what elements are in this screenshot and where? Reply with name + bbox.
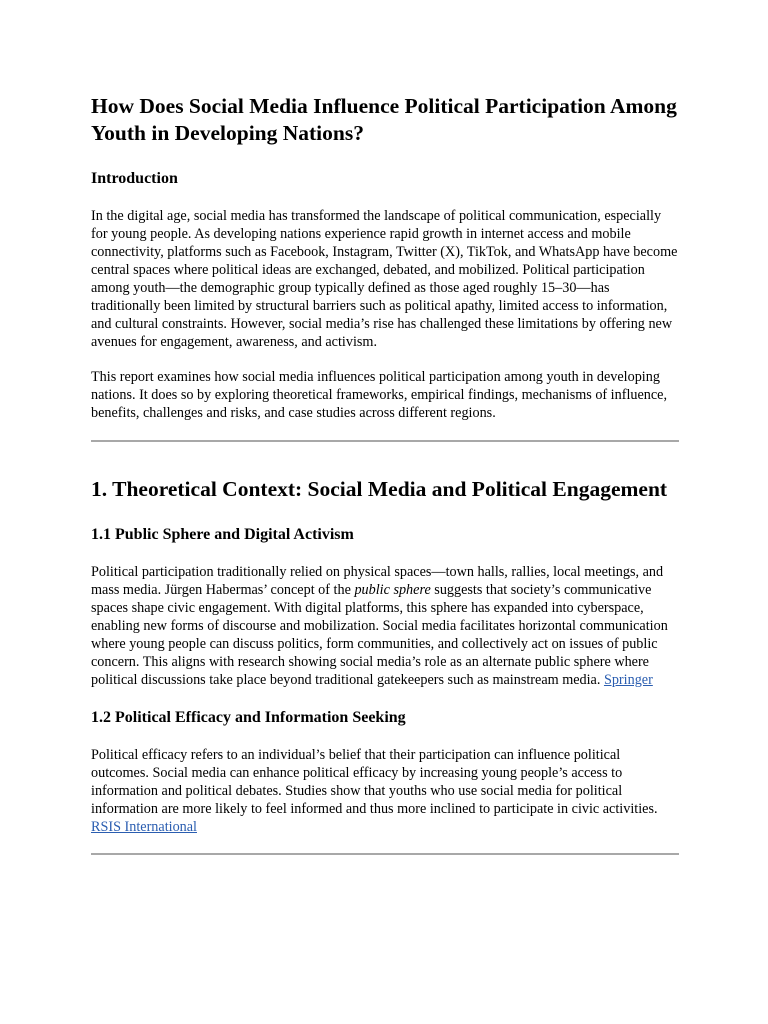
section-divider	[91, 440, 679, 442]
subsection-1-2-heading: 1.2 Political Efficacy and Information Seeking	[91, 709, 406, 726]
intro-paragraph-1: In the digital age, social media has transformed the landscape of political communication, especially for young people. As developing nations experience rapid growth in internet access and mobile connectivity, platforms such as Facebook, Instagram, Twitter (X), TikTok, and WhatsApp have become central spaces where political ideas are exchanged, debated, and mobilized. Political participation among youth—the demographic group typically defined as those aged roughly 15–30—has traditionally been limited by structural barriers such as political apathy, limited access to information, and cultural constraints. However, social media’s rise has challenged these limitations by offering new avenues for engagement, awareness, and activism.	[91, 208, 678, 350]
document-title: How Does Social Media Influence Political Participation Among Youth in Developing Nations?	[91, 94, 677, 145]
intro-heading: Introduction	[91, 170, 178, 187]
document-page	[91, 93, 679, 855]
subsection-1-1-paragraph	[91, 563, 679, 689]
section-divider-bottom	[91, 853, 679, 855]
subsection-1-2-text: Political efficacy refers to an individual’s belief that their participation can influence political outcomes. Social media can enhance political efficacy by increasing young people’s access to information and political debates. Studies show that youths who use social media for political information are more likely to feel informed and thus more inclined to participate in civic activities.	[91, 747, 658, 817]
subsection-1-1-heading: 1.1 Public Sphere and Digital Activism	[91, 526, 354, 543]
section-1-heading: 1. Theoretical Context: Social Media and Political Engagement	[91, 477, 668, 501]
subsection-1-1-text: Political participation traditionally relied on physical spaces—town halls, rallies, local meetings, and mass media. Jürgen Habermas’ concept of the	[91, 564, 664, 598]
subsection-1-1-text-continued: suggests that society’s communicative spaces shape civic engagement. With digital platforms, this sphere has expanded into cyberspace, enabling new forms of discourse and mobilization. Social media facilitates horizontal communication where young people can discuss politics, form communities, and collectively act on issues of public concern. This aligns with research showing social media’s role as an alternate public sphere where political discussions take place beyond traditional gatekeepers such as mainstream media.	[91, 582, 668, 688]
subsection-1-2-paragraph	[91, 746, 679, 836]
rsis-international-link[interactable]: RSIS International	[91, 819, 197, 835]
springer-link[interactable]: Springer	[603, 672, 653, 688]
intro-paragraph-2: This report examines how social media influences political participation among youth in developing nations. It does so by exploring theoretical frameworks, empirical findings, mechanisms of influence, benefits, challenges and risks, and case studies across different regions.	[91, 369, 668, 421]
public-sphere-term: public sphere	[354, 582, 431, 598]
